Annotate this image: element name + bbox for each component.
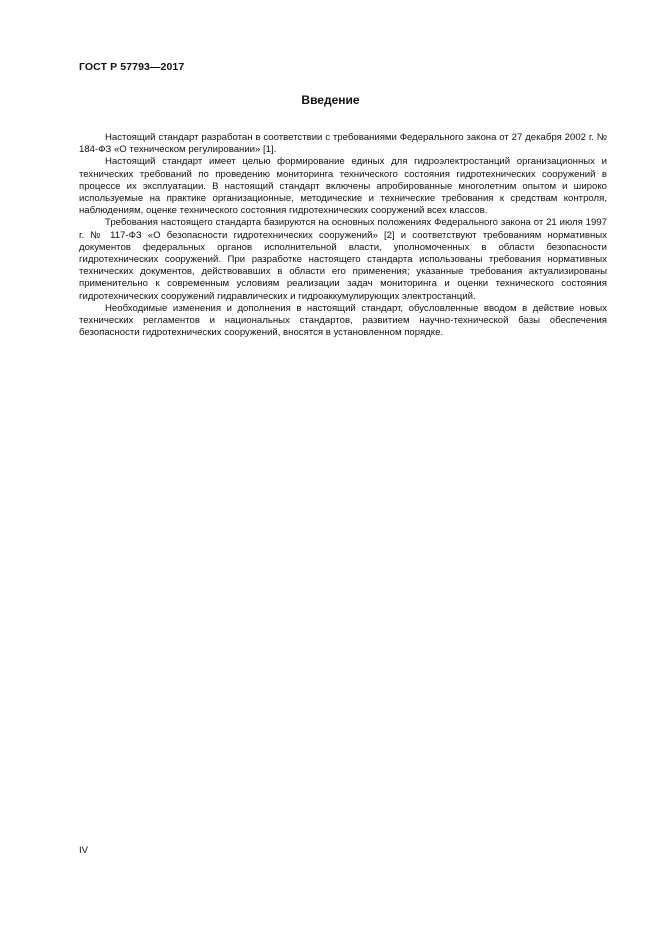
page-number: IV (79, 845, 89, 856)
document-header: ГОСТ Р 57793—2017 (79, 61, 185, 73)
paragraph: Необходимые изменения и дополнения в настоящий стандарт, обусловленные вводом в действие новых технических регламентов и национальных стандартов, развитием научно-технической базы обеспечения безопасности гидротехнических сооружений, вносятся в установленном порядке. (79, 302, 607, 339)
section-title: Введение (301, 93, 360, 107)
paragraph: Настоящий стандарт разработан в соответствии с требованиями Федерального закона от 27 декабря 2002 г. № 184-ФЗ «О техническом регулировании» [1]. (79, 132, 607, 156)
paragraph: Требования настоящего стандарта базируются на основных положениях Федерального закона от 21 июля 1997 г. № 117-ФЗ «О безопасности гидротехнических сооружений» [2] и соответствуют требованиям нормативных документов федеральных органов исполнительной власти, уполномоченных в области безопасности гидротехнических сооружений. При разработке настоящего стандарта использованы требования нормативных технических документов, действовавших в области его применения; указанные требования актуализированы применительно к современным условиям реализации задач мониторинга и оценки технического состояния гидротехнических сооружений гидравлических и гидроаккумулирующих электростанций. (79, 217, 607, 302)
paragraph: Настоящий стандарт имеет целью формирование единых для гидроэлектростанций организационных и технических требований по проведению мониторинга технического состояния гидротехнических сооружений в процессе их эксплуатации. В настоящий стандарт включены апробированные многолетним опытом и широко используемые на практике организационные, методические и технические требования к средствам контроля, наблюдениям, оценке технического состояния гидротехнических сооружений всех классов. (79, 156, 607, 217)
body-text (79, 132, 607, 339)
